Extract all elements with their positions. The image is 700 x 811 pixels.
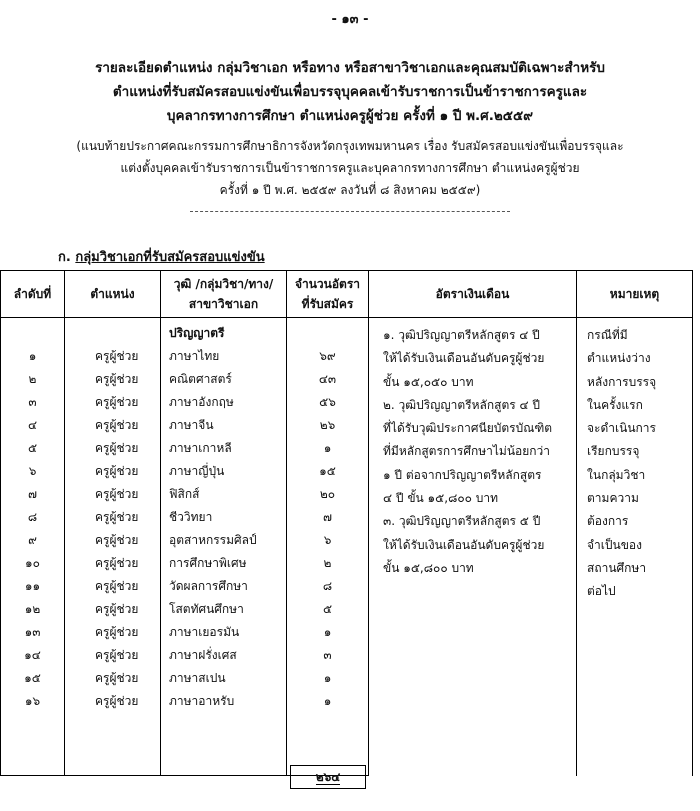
row-position: ครูผู้ช่วย: [65, 391, 161, 414]
salary-line: ขั้น ๑๕,๘๐๐ บาท: [383, 560, 474, 575]
row-subject: ภาษาจีน: [161, 414, 287, 437]
remark-line: จำเป็นของ: [587, 537, 642, 552]
row-count: ๑: [287, 437, 369, 460]
remark-line: จะดำเนินการ: [587, 421, 656, 436]
row-number: ๓: [1, 391, 65, 414]
row-position: ครูผู้ช่วย: [65, 483, 161, 506]
row-position: ครูผู้ช่วย: [65, 345, 161, 368]
dashed-divider: [190, 211, 510, 212]
row-position: ครูผู้ช่วย: [65, 575, 161, 598]
row-count: ๕๖: [287, 391, 369, 414]
salary-line: ให้ได้รับเงินเดือนอันดับครูผู้ช่วย: [383, 537, 545, 552]
remark-line: ตามความ: [587, 491, 639, 506]
row-number: ๑๕: [1, 667, 65, 690]
degree-heading: ปริญญาตรี: [161, 318, 287, 346]
row-position: ครูผู้ช่วย: [65, 690, 161, 713]
announcement-note: [0, 135, 700, 201]
row-count: ๑: [287, 690, 369, 713]
row-position: ครูผู้ช่วย: [65, 667, 161, 690]
header-salary: อัตราเงินเดือน: [369, 271, 577, 318]
header-count: [287, 271, 369, 318]
salary-line: ที่ได้รับวุฒิประกาศนียบัตรบัณฑิต: [383, 421, 553, 436]
remark-cell: [577, 318, 693, 776]
header-degree-line-1: วุฒิ /กลุ่มวิชา/ทาง/: [173, 277, 274, 291]
row-number: ๗: [1, 483, 65, 506]
remark-line: ต้องการ: [587, 514, 629, 529]
remark-line: เรียกบรรจุ: [587, 444, 640, 459]
row-position: ครูผู้ช่วย: [65, 437, 161, 460]
row-position: ครูผู้ช่วย: [65, 460, 161, 483]
row-count: ๗: [287, 506, 369, 529]
note-line-1: (แนบท้ายประกาศคณะกรรมการศึกษาธิการจังหวัดกรุงเทพมหานคร เรื่อง รับสมัครสอบแข่งขันเพื่อบรรจุและ: [76, 139, 624, 153]
section-label: กลุ่มวิชาเอกที่รับสมัครสอบแข่งขัน: [75, 250, 265, 265]
remark-line: ในกลุ่มวิชา: [587, 467, 646, 482]
row-number: ๘: [1, 506, 65, 529]
row-subject: ฟิสิกส์: [161, 483, 287, 506]
salary-line: ที่มีหลักสูตรการศึกษาไม่น้อยกว่า: [383, 444, 551, 459]
row-number: ๖: [1, 460, 65, 483]
positions-table: [0, 270, 693, 776]
row-subject: ภาษาเกาหลี: [161, 437, 287, 460]
row-number: ๙: [1, 529, 65, 552]
row-position: ครูผู้ช่วย: [65, 506, 161, 529]
row-count: ๖: [287, 529, 369, 552]
row-subject: การศึกษาพิเศษ: [161, 552, 287, 575]
remark-line: กรณีที่มี: [587, 328, 628, 342]
row-subject: ภาษาอาหรับ: [161, 690, 287, 713]
row-count: ๑: [287, 667, 369, 690]
row-count: ๖๙: [287, 345, 369, 368]
header-count-line-2: ที่รับสมัคร: [301, 297, 354, 311]
row-subject: วัดผลการศึกษา: [161, 575, 287, 598]
row-subject: ชีววิทยา: [161, 506, 287, 529]
row-number: ๒: [1, 368, 65, 391]
row-subject: ภาษาญี่ปุ่น: [161, 460, 287, 483]
section-prefix: ก.: [58, 250, 71, 265]
row-number: ๕: [1, 437, 65, 460]
degree-heading-row: [1, 318, 693, 346]
remark-line: หลังการบรรจุ: [587, 374, 657, 389]
row-position: ครูผู้ช่วย: [65, 414, 161, 437]
salary-line: ๑. วุฒิปริญญาตรีหลักสูตร ๔ ปี: [383, 328, 540, 342]
row-count: ๒: [287, 552, 369, 575]
row-position: ครูผู้ช่วย: [65, 368, 161, 391]
header-order: ลำดับที่: [1, 271, 65, 318]
section-heading: [58, 246, 265, 267]
page-number: - ๑๓ -: [331, 12, 369, 27]
title-line-3: บุคลากรทางการศึกษา ตำแหน่งครูผู้ช่วย ครั้งที่ ๑ ปี พ.ศ.๒๕๕๙: [166, 108, 534, 124]
header-degree: [161, 271, 287, 318]
row-count: ๑: [287, 621, 369, 644]
salary-cell: [369, 318, 577, 776]
row-subject: ภาษาฝรั่งเศส: [161, 644, 287, 667]
row-subject: อุตสาหกรรมศิลป์: [161, 529, 287, 552]
row-number: ๔: [1, 414, 65, 437]
row-subject: ภาษาอังกฤษ: [161, 391, 287, 414]
title-line-2: ตำแหน่งที่รับสมัครสอบแข่งขันเพื่อบรรจุบุคคลเข้ารับราชการเป็นข้าราชการครูและ: [112, 84, 588, 100]
note-line-2: แต่งตั้งบุคคลเข้ารับราชการเป็นข้าราชการครูและบุคลากรทางการศึกษา ตำแหน่งครูผู้ช่วย: [120, 161, 580, 175]
remark-line: ในครั้งแรก: [587, 397, 643, 412]
salary-line: ๔ ปี ขั้น ๑๕,๘๐๐ บาท: [383, 491, 499, 506]
remark-line: สถานศึกษา: [587, 560, 647, 575]
row-position: ครูผู้ช่วย: [65, 552, 161, 575]
salary-line: ขั้น ๑๕,๐๕๐ บาท: [383, 374, 474, 389]
header-remark: หมายเหตุ: [577, 271, 693, 318]
row-subject: ภาษาไทย: [161, 345, 287, 368]
row-count: ๑๕: [287, 460, 369, 483]
remark-line: ตำแหน่งว่าง: [587, 351, 651, 366]
row-subject: ภาษาสเปน: [161, 667, 287, 690]
row-count: ๘: [287, 575, 369, 598]
total-value: ๒๖๔: [315, 770, 341, 784]
row-subject: คณิตศาสตร์: [161, 368, 287, 391]
row-count: ๕: [287, 598, 369, 621]
total-count: [290, 765, 366, 789]
header-degree-line-2: สาขาวิชาเอก: [188, 297, 259, 311]
row-number: ๑๖: [1, 690, 65, 713]
salary-line: ๓. วุฒิปริญญาตรีหลักสูตร ๕ ปี: [383, 514, 541, 529]
row-position: ครูผู้ช่วย: [65, 529, 161, 552]
row-count: ๔๓: [287, 368, 369, 391]
note-line-3: ครั้งที่ ๑ ปี พ.ศ. ๒๕๕๙ ลงวันที่ ๘ สิงหาคม ๒๕๕๙): [219, 183, 481, 197]
row-count: ๒๐: [287, 483, 369, 506]
row-position: ครูผู้ช่วย: [65, 621, 161, 644]
row-number: ๑๐: [1, 552, 65, 575]
remark-line: ต่อไป: [587, 584, 616, 599]
salary-line: ให้ได้รับเงินเดือนอันดับครูผู้ช่วย: [383, 351, 545, 366]
header-count-line-1: จำนวนอัตรา: [294, 277, 361, 291]
row-count: ๒๖: [287, 414, 369, 437]
title-line-1: รายละเอียดตำแหน่ง กลุ่มวิชาเอก หรือทาง หรือสาขาวิชาเอกและคุณสมบัติเฉพาะสำหรับ: [95, 60, 605, 76]
row-number: ๑: [1, 345, 65, 368]
salary-line: ๒. วุฒิปริญญาตรีหลักสูตร ๔ ปี: [383, 397, 541, 412]
row-number: ๑๒: [1, 598, 65, 621]
row-number: ๑๑: [1, 575, 65, 598]
document-title: [0, 56, 700, 128]
row-number: ๑๔: [1, 644, 65, 667]
row-position: ครูผู้ช่วย: [65, 644, 161, 667]
row-count: ๓: [287, 644, 369, 667]
row-subject: โสตทัศนศึกษา: [161, 598, 287, 621]
salary-line: ๑ ปี ต่อจากปริญญาตรีหลักสูตร: [383, 467, 542, 482]
table-header-row: [1, 271, 693, 318]
row-subject: ภาษาเยอรมัน: [161, 621, 287, 644]
row-position: ครูผู้ช่วย: [65, 598, 161, 621]
row-number: ๑๓: [1, 621, 65, 644]
header-position: ตำแหน่ง: [65, 271, 161, 318]
